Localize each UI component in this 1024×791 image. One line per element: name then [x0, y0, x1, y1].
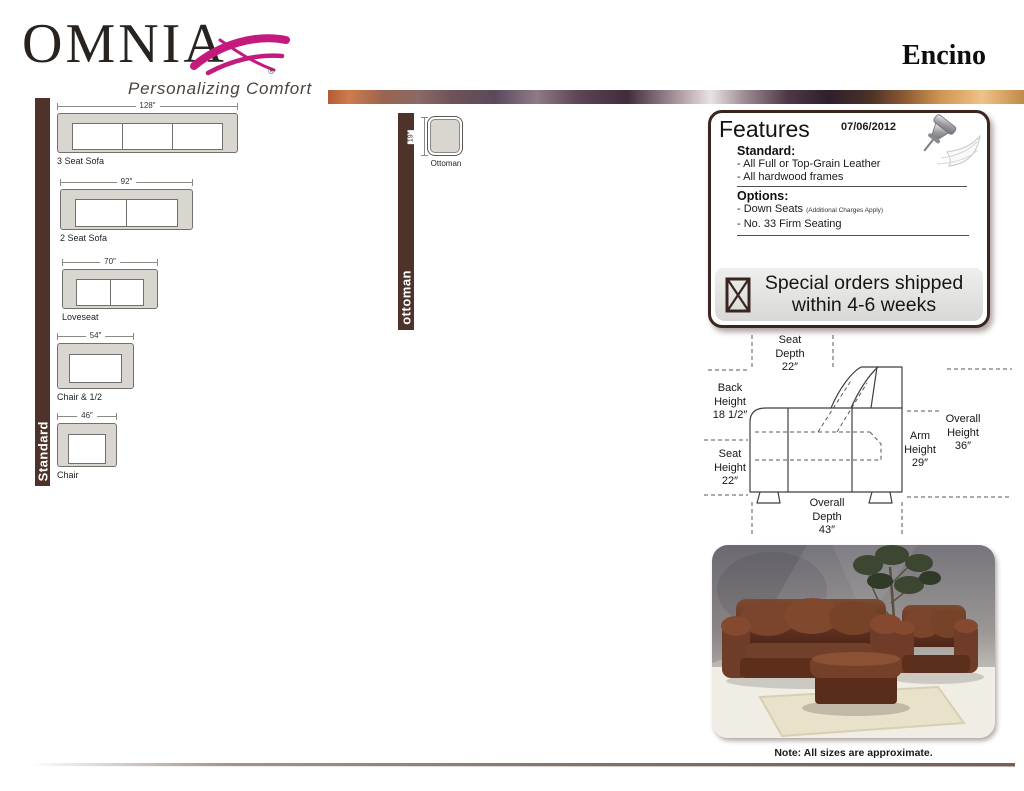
chair-top-view [57, 343, 134, 389]
loveseat-top-view [62, 269, 158, 309]
brand-name: OMNIA [22, 13, 227, 75]
sizes-note: Note: All sizes are approximate. [774, 747, 933, 759]
page-title: Encino [901, 40, 986, 71]
features-title: Features [719, 116, 810, 142]
standard-section-label: Standard [35, 420, 50, 481]
shipping-line-2: within 4-6 weeks [791, 293, 937, 316]
diagram-chair [57, 412, 117, 480]
diagram-ottoman [427, 116, 463, 156]
width-dimension-line [57, 412, 117, 421]
width-dimension-value: 92″ [117, 176, 137, 187]
width-dimension-line [62, 258, 158, 267]
shipping-notice-band [715, 268, 983, 321]
brand-tagline: Personalizing Comfort [128, 79, 313, 98]
product-photo [712, 545, 995, 738]
shipping-notice-text [757, 273, 983, 316]
chair-dimension-diagram [700, 332, 1015, 538]
ottoman-depth-value: 19″ [407, 131, 415, 142]
features-date: 07/06/2012 [841, 121, 897, 133]
brand-swoosh-icon [186, 28, 296, 80]
checkbox-x-icon [725, 277, 751, 313]
ottoman [802, 652, 910, 716]
features-panel [708, 110, 990, 328]
overall-depth-label: Overall Depth 43″ [809, 497, 845, 536]
shipping-line-1: Special orders shipped [764, 272, 964, 294]
width-dimension-value: 70″ [100, 256, 120, 267]
width-dimension-line [57, 332, 134, 341]
diagram-loveseat [62, 258, 158, 322]
standard-heading: Standard: [737, 144, 796, 158]
option-item-note: (Additional Charges Apply) [806, 207, 884, 214]
brand-logo [18, 6, 338, 98]
item-name: Ottoman [430, 159, 462, 168]
width-dimension-value: 54″ [86, 330, 106, 341]
back-height-label: Back Height 18 1/2″ [712, 382, 748, 421]
item-name: Loveseat [62, 312, 99, 322]
diagram-2-seat-sofa [60, 178, 193, 243]
width-dimension-line [60, 178, 193, 187]
item-name: Chair & 1/2 [57, 392, 103, 402]
sofa-top-view [57, 113, 238, 153]
chair-top-view [57, 423, 117, 467]
diagram-chair-and-half [57, 332, 134, 402]
width-dimension-value: 128″ [135, 100, 159, 111]
footer-rule [30, 763, 1015, 766]
option-item-text: - Down Seats [737, 203, 804, 215]
leather-texture-strip [328, 90, 1024, 104]
sofa-top-view [60, 189, 193, 230]
ottoman-section-bar [398, 113, 414, 330]
width-dimension-line [57, 102, 238, 111]
options-heading: Options: [737, 189, 789, 203]
width-dimension-value: 46″ [77, 410, 97, 421]
standard-item: - All Full or Top-Grain Leather [737, 158, 881, 170]
seat-height-label: Seat Height 22″ [714, 448, 746, 487]
item-name: Chair [57, 470, 79, 480]
option-item: - No. 33 Firm Seating [737, 217, 842, 230]
features-content [737, 144, 975, 230]
item-name: 2 Seat Sofa [60, 233, 108, 243]
diagram-3-seat-sofa [57, 102, 238, 166]
divider-line [737, 235, 969, 236]
overall-height-label: Overall Height 36″ [945, 413, 981, 452]
standard-section-bar [35, 98, 50, 486]
option-item [737, 203, 975, 218]
standard-item: - All hardwood frames [737, 170, 844, 183]
ottoman-section-label: ottoman [398, 270, 414, 325]
item-name: 3 Seat Sofa [57, 156, 105, 166]
divider-line [737, 186, 967, 187]
registered-mark: ® [268, 66, 275, 76]
seat-depth-label: Seat Depth 22″ [775, 334, 805, 373]
arm-height-label: Arm Height 29″ [904, 430, 936, 469]
leather-sofa-set-photo [712, 545, 995, 738]
